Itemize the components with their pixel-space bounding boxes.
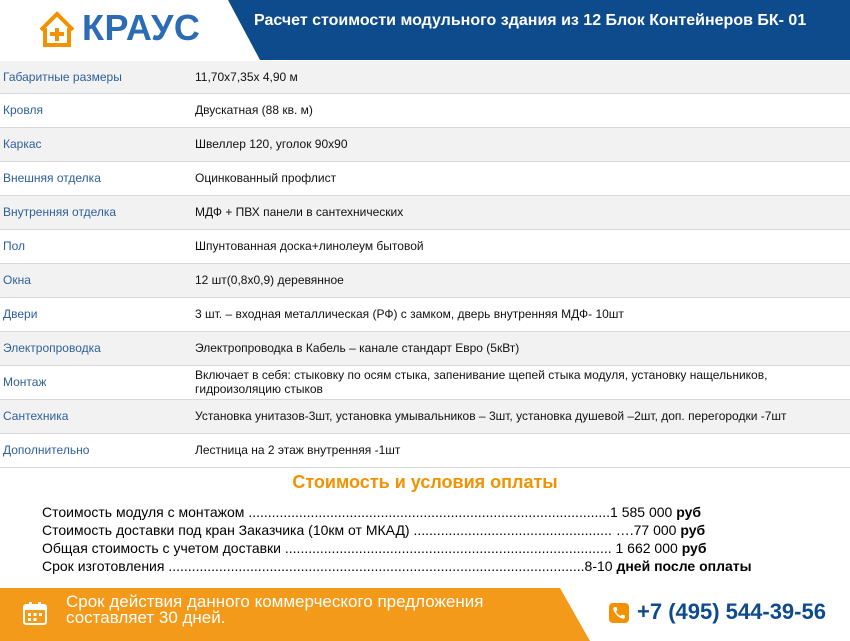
spec-label: Двери — [0, 297, 191, 331]
spec-value: 11,70х7,35х 4,90 м — [191, 61, 850, 93]
spec-label: Пол — [0, 229, 191, 263]
spec-row — [0, 365, 850, 399]
spec-label: Внешняя отделка — [0, 161, 191, 195]
spec-row — [0, 433, 850, 467]
cost-line-text: Стоимость модуля с монтажом .............................................................................................1 585 000 — [42, 504, 673, 520]
spec-row — [0, 161, 850, 195]
spec-value: 3 шт. – входная металлическая (РФ) с замком, дверь внутренняя МДФ- 10шт — [191, 297, 850, 331]
cost-line — [42, 503, 832, 521]
spec-value: МДФ + ПВХ панели в сантехнических — [191, 195, 850, 229]
phone-icon — [609, 603, 629, 623]
house-logo-icon — [38, 10, 76, 48]
cost-line — [42, 521, 832, 539]
spec-row — [0, 331, 850, 365]
cost-line — [42, 557, 832, 575]
logo-text: КРАУС — [82, 7, 201, 48]
spec-label: Габаритные размеры — [0, 61, 191, 93]
title-band — [228, 0, 850, 60]
spec-value: Двускатная (88 кв. м) — [191, 93, 850, 127]
spec-label: Окна — [0, 263, 191, 297]
spec-value: Оцинкованный профлист — [191, 161, 850, 195]
footer — [0, 588, 850, 641]
spec-value: Включает в себя: стыковку по осям стыка, запенивание щепей стыка модуля, установку нащельников, гидроизоляцию стыков — [191, 365, 850, 399]
spec-row — [0, 229, 850, 263]
spec-label: Каркас — [0, 127, 191, 161]
cost-line-unit: руб — [676, 504, 702, 520]
spec-row — [0, 263, 850, 297]
spec-value: Швеллер 120, уголок 90х90 — [191, 127, 850, 161]
cost-line-text: Стоимость доставки под кран Заказчика (10км от МКАД) ................................................... ….77 000 — [42, 522, 677, 538]
spec-row — [0, 61, 850, 93]
spec-value: Шпунтованная доска+линолеум бытовой — [191, 229, 850, 263]
spec-value: Электропроводка в Кабель – канале стандарт Евро (5кВт) — [191, 331, 850, 365]
spec-label: Монтаж — [0, 365, 191, 399]
cost-line — [42, 539, 832, 557]
spec-row — [0, 195, 850, 229]
spec-label: Электропроводка — [0, 331, 191, 365]
spec-label: Сантехника — [0, 399, 191, 433]
cost-section-title: Стоимость и условия оплаты — [292, 472, 558, 492]
spec-label: Кровля — [0, 93, 191, 127]
cost-line-unit: руб — [681, 540, 707, 556]
page-title: Расчет стоимости модульного здания из 12 Блок Контейнеров БК- 01 — [254, 12, 807, 29]
cost-line-text: Общая стоимость с учетом доставки .................................................................................... 1 662 000 — [42, 540, 678, 556]
spec-row — [0, 93, 850, 127]
calendar-icon — [22, 600, 48, 626]
spec-table — [0, 61, 850, 468]
validity-text: Срок действия данного коммерческого предложения составляет 30 дней. — [66, 592, 484, 627]
cost-line-text: Срок изготовления ...........................................................................................................8-10 — [42, 558, 613, 574]
spec-row — [0, 297, 850, 331]
spec-row — [0, 399, 850, 433]
spec-value: Лестница на 2 этаж внутренняя -1шт — [191, 433, 850, 467]
spec-label: Дополнительно — [0, 433, 191, 467]
header — [0, 0, 850, 60]
cost-line-unit: дней после оплаты — [616, 558, 752, 574]
spec-value: 12 шт(0,8х0,9) деревянное — [191, 263, 850, 297]
logo — [0, 0, 260, 60]
cost-line-unit: руб — [680, 522, 706, 538]
cost-lines — [42, 503, 832, 575]
spec-row — [0, 127, 850, 161]
spec-label: Внутренняя отделка — [0, 195, 191, 229]
spec-value: Установка унитазов-3шт, установка умывальников – 3шт, установка душевой –2шт, доп. перегородки -7шт — [191, 399, 850, 433]
phone-number[interactable]: +7 (495) 544-39-56 — [637, 599, 826, 624]
